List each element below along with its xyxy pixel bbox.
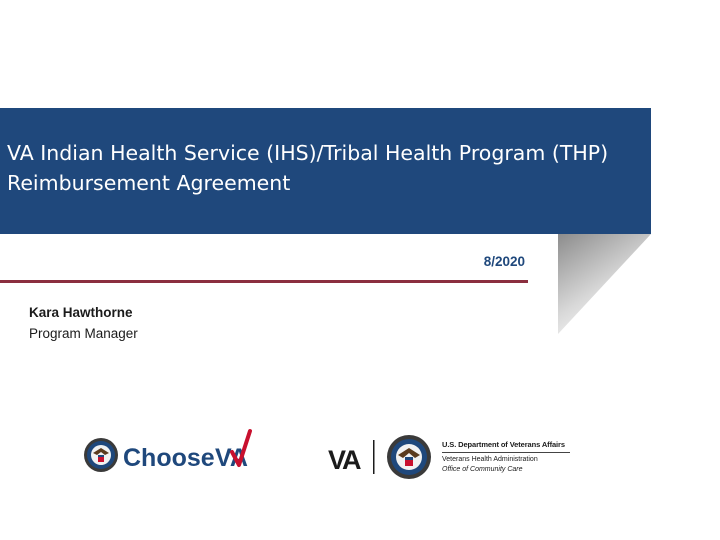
va-mark: VA <box>328 445 360 475</box>
va-seal-icon <box>387 435 431 479</box>
presenter-role: Program Manager <box>29 326 138 341</box>
va-seal-icon <box>84 438 118 472</box>
logo-separator <box>373 440 375 474</box>
presenter-name: Kara Hawthorne <box>29 305 133 320</box>
department-name: U.S. Department of Veterans Affairs <box>442 440 565 449</box>
choose-va-logo <box>82 428 257 474</box>
department-divider <box>442 452 570 453</box>
divider-rule <box>0 280 528 283</box>
choose-wordmark: Choose <box>123 444 215 472</box>
va-wordmark: VA <box>215 444 248 472</box>
administration-name: Veterans Health Administration <box>442 456 538 463</box>
slide-title-line-1: VA Indian Health Service (IHS)/Tribal Health Program (THP) <box>7 141 609 165</box>
presentation-date: 8/2020 <box>483 254 525 269</box>
page-fold-decoration <box>558 234 651 334</box>
office-name: Office of Community Care <box>442 466 523 473</box>
slide-title-line-2: Reimbursement Agreement <box>7 171 291 195</box>
slide-title <box>7 138 647 198</box>
